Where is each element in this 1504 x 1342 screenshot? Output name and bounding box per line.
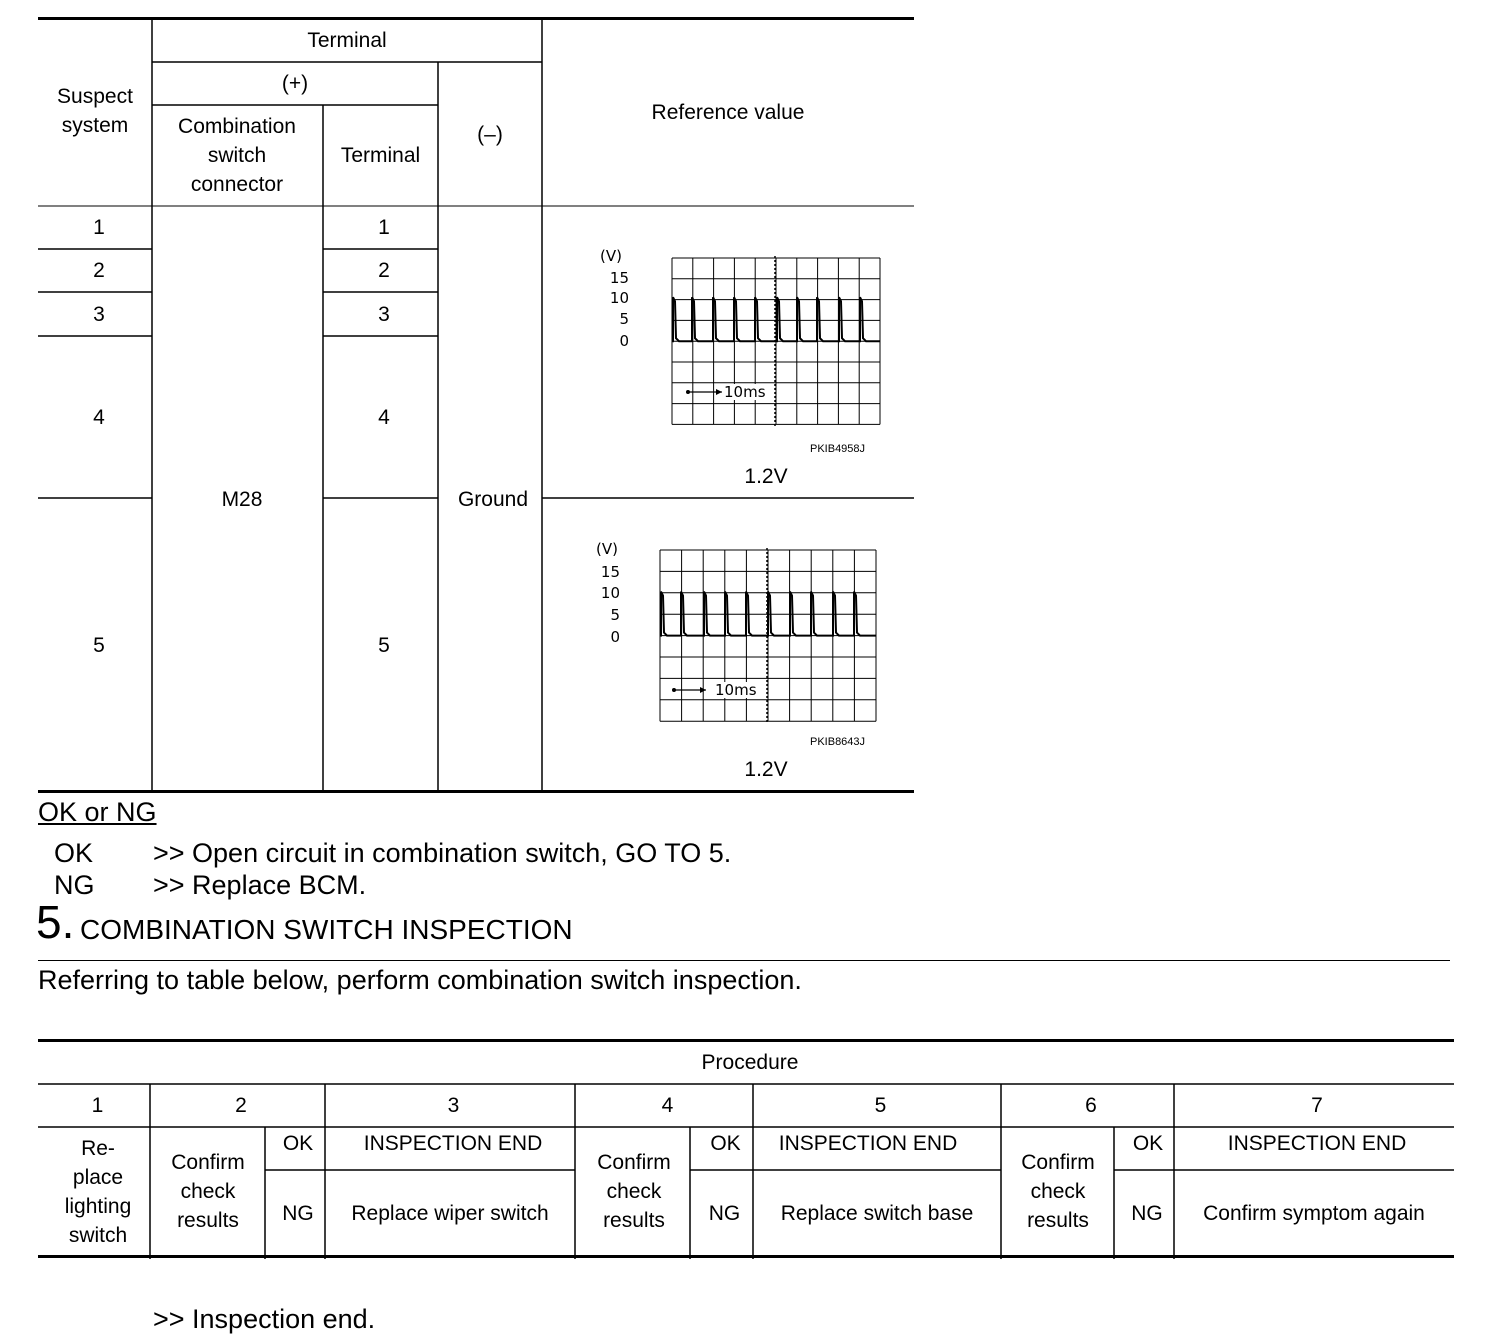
replace-lighting-switch: Re-place lighting switch xyxy=(64,1136,132,1247)
step-col-7: 7 xyxy=(1311,1094,1323,1117)
scope1-figure-code: PKIB4958J xyxy=(810,443,866,455)
ok-or-ng-title: OK or NG xyxy=(38,797,157,827)
inspection-end-footer: >> Inspection end. xyxy=(153,1304,376,1334)
header-reference-value: Reference value xyxy=(651,101,805,124)
scope2-reference-value: 1.2V xyxy=(744,757,788,781)
confirm-check-results-6: Confirm check results xyxy=(1021,1151,1095,1232)
time-arrow-start xyxy=(672,688,676,692)
header-terminal-sub: Terminal xyxy=(340,144,421,167)
step-col-4: 4 xyxy=(661,1094,674,1117)
ok-action: >> Open circuit in combination switch, GO TO 5. xyxy=(153,838,732,868)
step-col-5: 5 xyxy=(874,1094,887,1117)
replace-wiper-switch: Replace wiper switch xyxy=(351,1201,549,1225)
scope1-tick-10: 10 xyxy=(609,289,629,307)
inspection-end-3: INSPECTION END xyxy=(363,1132,543,1155)
inspection-end-7: INSPECTION END xyxy=(1227,1132,1407,1155)
oscilloscope-waveform-1 xyxy=(596,247,896,497)
scope2-tick-15: 15 xyxy=(600,563,620,581)
scope1-reference-value: 1.2V xyxy=(744,464,788,488)
time-arrow-head xyxy=(716,389,722,395)
confirm-check-results-2: Confirm check results xyxy=(171,1151,245,1232)
scope2-unit: (V) xyxy=(596,540,618,558)
ok-label-6: OK xyxy=(1132,1132,1164,1155)
step-title: COMBINATION SWITCH INSPECTION xyxy=(80,914,573,945)
inspection-end-5: INSPECTION END xyxy=(778,1132,958,1155)
confirm-symptom-again: Confirm symptom again xyxy=(1203,1201,1425,1225)
waveform-trace xyxy=(672,297,880,341)
replace-switch-base: Replace switch base xyxy=(780,1201,974,1225)
ng-label-6: NG xyxy=(1131,1201,1163,1225)
step-number: 5. xyxy=(36,896,75,948)
procedure-header: Procedure xyxy=(701,1051,799,1074)
ng-label-2: NG xyxy=(282,1201,314,1225)
step-col-3: 3 xyxy=(447,1094,460,1117)
scope-grid-2 xyxy=(594,540,894,730)
procedure-table xyxy=(38,1039,1454,1259)
terminal-row-5: 5 xyxy=(378,633,390,657)
time-arrow-start xyxy=(686,390,690,394)
ok-label: OK xyxy=(54,838,94,868)
step-intro: Referring to table below, perform combination switch inspection. xyxy=(38,965,802,995)
ground-cell: Ground xyxy=(457,487,529,511)
scope1-tick-15: 15 xyxy=(609,269,629,287)
waveform-trace xyxy=(660,592,876,636)
scope2-tick-10: 10 xyxy=(600,584,620,602)
step-col-2: 2 xyxy=(235,1094,247,1117)
header-suspect-system: Suspect system xyxy=(57,85,133,137)
terminal-row-2: 2 xyxy=(378,259,390,282)
oscilloscope-waveform-2 xyxy=(594,540,894,790)
terminal-row-4: 4 xyxy=(378,405,390,429)
terminal-row-3: 3 xyxy=(378,302,390,326)
scope2-tick-0: 0 xyxy=(610,628,620,646)
scope1-time-div: 10ms xyxy=(724,383,766,401)
scope2-tick-5: 5 xyxy=(610,606,620,624)
terminal-row-1: 1 xyxy=(378,216,390,239)
header-minus: (–) xyxy=(477,122,503,146)
scope1-tick-5: 5 xyxy=(619,310,629,328)
scope2-time-div: 10ms xyxy=(715,681,757,699)
header-plus: (+) xyxy=(281,72,309,95)
suspect-row-4: 4 xyxy=(93,405,105,429)
ng-label-4: NG xyxy=(708,1201,741,1225)
suspect-row-1: 1 xyxy=(93,216,105,239)
step-col-6: 6 xyxy=(1085,1094,1097,1117)
terminal-table xyxy=(38,17,914,793)
header-connector: Combination switch connector xyxy=(178,114,296,196)
heading-rule xyxy=(38,960,1450,961)
ok-label-4: OK xyxy=(710,1132,741,1155)
suspect-row-3: 3 xyxy=(93,302,105,326)
ng-label: NG xyxy=(54,870,95,900)
ng-action: >> Replace BCM. xyxy=(153,870,367,900)
connector-m28: M28 xyxy=(221,487,263,511)
header-terminal: Terminal xyxy=(307,29,387,52)
scope1-unit: (V) xyxy=(600,247,622,265)
scope2-figure-code: PKIB8643J xyxy=(810,736,866,748)
suspect-row-2: 2 xyxy=(93,259,105,282)
confirm-check-results-4: Confirm check results xyxy=(597,1151,671,1232)
suspect-row-5: 5 xyxy=(93,633,105,657)
step-col-1: 1 xyxy=(91,1094,104,1117)
scope1-tick-0: 0 xyxy=(619,332,629,350)
ok-label-2: OK xyxy=(282,1132,314,1155)
